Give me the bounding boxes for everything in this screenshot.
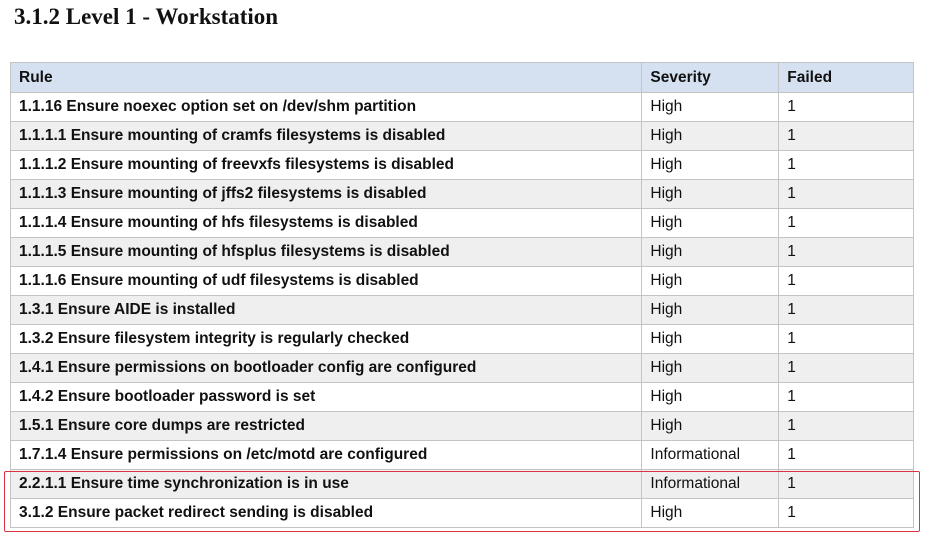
table-row-highlighted [11, 470, 914, 499]
rule-cell: 1.1.1.5 Ensure mounting of hfsplus filesystems is disabled [11, 238, 642, 267]
severity-cell: High [642, 354, 779, 383]
table-row [11, 122, 914, 151]
rule-cell: 1.1.1.6 Ensure mounting of udf filesystems is disabled [11, 267, 642, 296]
rule-cell: 1.1.1.4 Ensure mounting of hfs filesystems is disabled [11, 209, 642, 238]
table-row [11, 296, 914, 325]
table-row [11, 383, 914, 412]
table-header-row [11, 63, 914, 93]
rule-cell: 1.1.1.3 Ensure mounting of jffs2 filesystems is disabled [11, 180, 642, 209]
rule-cell: 1.1.16 Ensure noexec option set on /dev/shm partition [11, 93, 642, 122]
failed-rules-table [10, 62, 914, 528]
severity-cell: Informational [642, 441, 779, 470]
rule-cell: 1.7.1.4 Ensure permissions on /etc/motd are configured [11, 441, 642, 470]
failed-cell: 1 [779, 180, 914, 209]
table-row [11, 151, 914, 180]
failed-cell: 1 [779, 441, 914, 470]
failed-cell: 1 [779, 325, 914, 354]
rule-cell: 2.2.1.1 Ensure time synchronization is in use [11, 470, 642, 499]
failed-cell: 1 [779, 383, 914, 412]
rule-cell: 1.4.2 Ensure bootloader password is set [11, 383, 642, 412]
severity-cell: High [642, 122, 779, 151]
severity-cell: High [642, 151, 779, 180]
table-row [11, 325, 914, 354]
section-heading: 3.1.2 Level 1 - Workstation [14, 4, 279, 29]
failed-cell: 1 [779, 238, 914, 267]
failed-cell: 1 [779, 151, 914, 180]
table-row [11, 93, 914, 122]
failed-cell: 1 [779, 296, 914, 325]
severity-cell: High [642, 325, 779, 354]
severity-cell: High [642, 93, 779, 122]
severity-cell: High [642, 238, 779, 267]
table-row [11, 267, 914, 296]
failed-cell: 1 [779, 470, 914, 499]
failed-cell: 1 [779, 209, 914, 238]
table-row [11, 412, 914, 441]
severity-cell: High [642, 296, 779, 325]
severity-cell: Informational [642, 470, 779, 499]
severity-cell: High [642, 180, 779, 209]
rule-cell: 3.1.2 Ensure packet redirect sending is disabled [11, 499, 642, 528]
failed-cell: 1 [779, 354, 914, 383]
failed-cell: 1 [779, 267, 914, 296]
table-row [11, 209, 914, 238]
failed-cell: 1 [779, 499, 914, 528]
table-row [11, 354, 914, 383]
rule-cell: 1.3.1 Ensure AIDE is installed [11, 296, 642, 325]
column-header-failed: Failed [779, 63, 914, 93]
rule-cell: 1.4.1 Ensure permissions on bootloader config are configured [11, 354, 642, 383]
severity-cell: High [642, 267, 779, 296]
rule-cell: 1.1.1.1 Ensure mounting of cramfs filesystems is disabled [11, 122, 642, 151]
table-row-highlighted [11, 499, 914, 528]
failed-cell: 1 [779, 93, 914, 122]
failed-cell: 1 [779, 122, 914, 151]
severity-cell: High [642, 209, 779, 238]
table-row [11, 180, 914, 209]
severity-cell: High [642, 412, 779, 441]
severity-cell: High [642, 383, 779, 412]
table-row [11, 238, 914, 267]
rule-cell: 1.5.1 Ensure core dumps are restricted [11, 412, 642, 441]
table-row [11, 441, 914, 470]
column-header-rule: Rule [11, 63, 642, 93]
severity-cell: High [642, 499, 779, 528]
rule-cell: 1.3.2 Ensure filesystem integrity is regularly checked [11, 325, 642, 354]
rule-cell: 1.1.1.2 Ensure mounting of freevxfs filesystems is disabled [11, 151, 642, 180]
column-header-severity: Severity [642, 63, 779, 93]
failed-cell: 1 [779, 412, 914, 441]
